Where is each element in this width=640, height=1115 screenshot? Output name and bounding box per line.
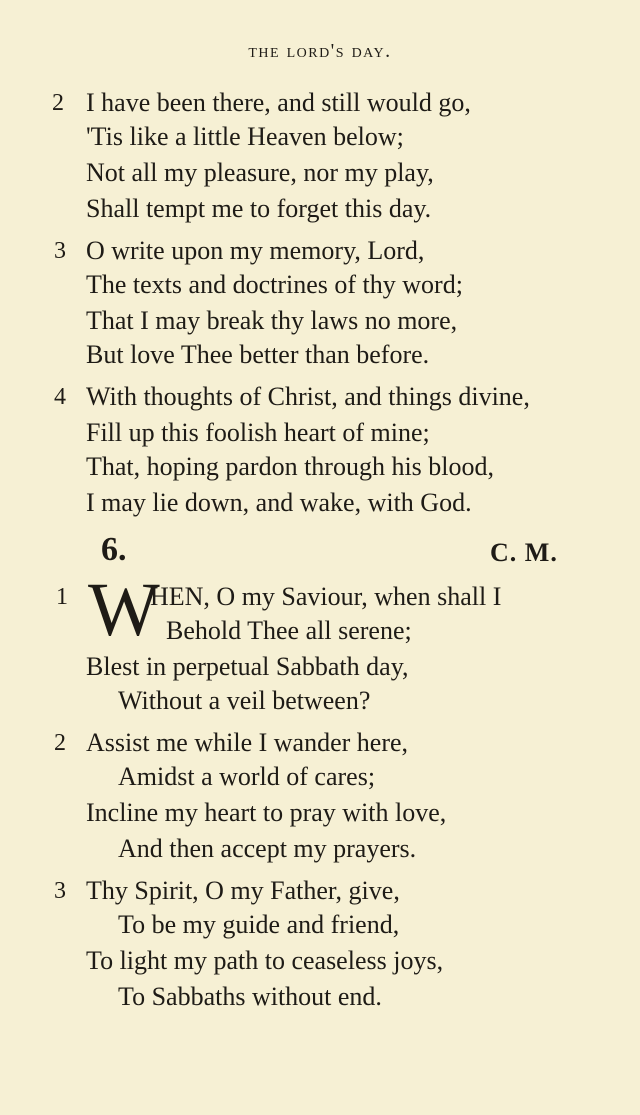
stanza-number: 3 (54, 878, 66, 904)
verse-line: Blest in perpetual Sabbath day, (86, 652, 409, 681)
verse-line: Without a veil between? (118, 686, 371, 715)
drop-cap: W (88, 568, 160, 652)
verse-line: That I may break thy laws no more, (86, 306, 458, 335)
stanza-number: 3 (54, 238, 66, 264)
verse-line: O write upon my memory, Lord, (86, 236, 425, 265)
running-header: the lord's day. (248, 40, 392, 62)
verse-line: Amidst a world of cares; (118, 762, 376, 791)
verse-line: Shall tempt me to forget this day. (86, 194, 432, 223)
verse-line: Fill up this foolish heart of mine; (86, 418, 430, 447)
verse-line: And then accept my prayers. (118, 834, 417, 863)
verse-line: I may lie down, and wake, with God. (86, 488, 472, 517)
stanza-number: 2 (52, 90, 64, 116)
verse-line: Not all my pleasure, nor my play, (86, 158, 434, 187)
verse-line: Behold Thee all serene; (166, 616, 412, 645)
verse-line: With thoughts of Christ, and things divine, (86, 382, 530, 411)
verse-line: I have been there, and still would go, (86, 88, 471, 117)
verse-line: Incline my heart to pray with love, (86, 798, 447, 827)
verse-line: 'Tis like a little Heaven below; (86, 122, 404, 151)
stanza-number: 4 (54, 384, 66, 410)
verse-line: To light my path to ceaseless joys, (86, 946, 444, 975)
verse-line: HEN, O my Saviour, when shall I (150, 582, 502, 611)
stanza-number: 2 (54, 730, 66, 756)
verse-line: The texts and doctrines of thy word; (86, 270, 463, 299)
verse-line: That, hoping pardon through his blood, (86, 452, 495, 481)
verse-line: Assist me while I wander here, (86, 728, 409, 757)
hymn-number: 6. (101, 531, 127, 568)
verse-line: But love Thee better than before. (86, 340, 430, 369)
verse-line: To Sabbaths without end. (118, 982, 382, 1011)
verse-line: To be my guide and friend, (118, 910, 400, 939)
stanza-number: 1 (56, 584, 68, 610)
hymn-meter: C. M. (490, 538, 558, 567)
verse-line: Thy Spirit, O my Father, give, (86, 876, 400, 905)
